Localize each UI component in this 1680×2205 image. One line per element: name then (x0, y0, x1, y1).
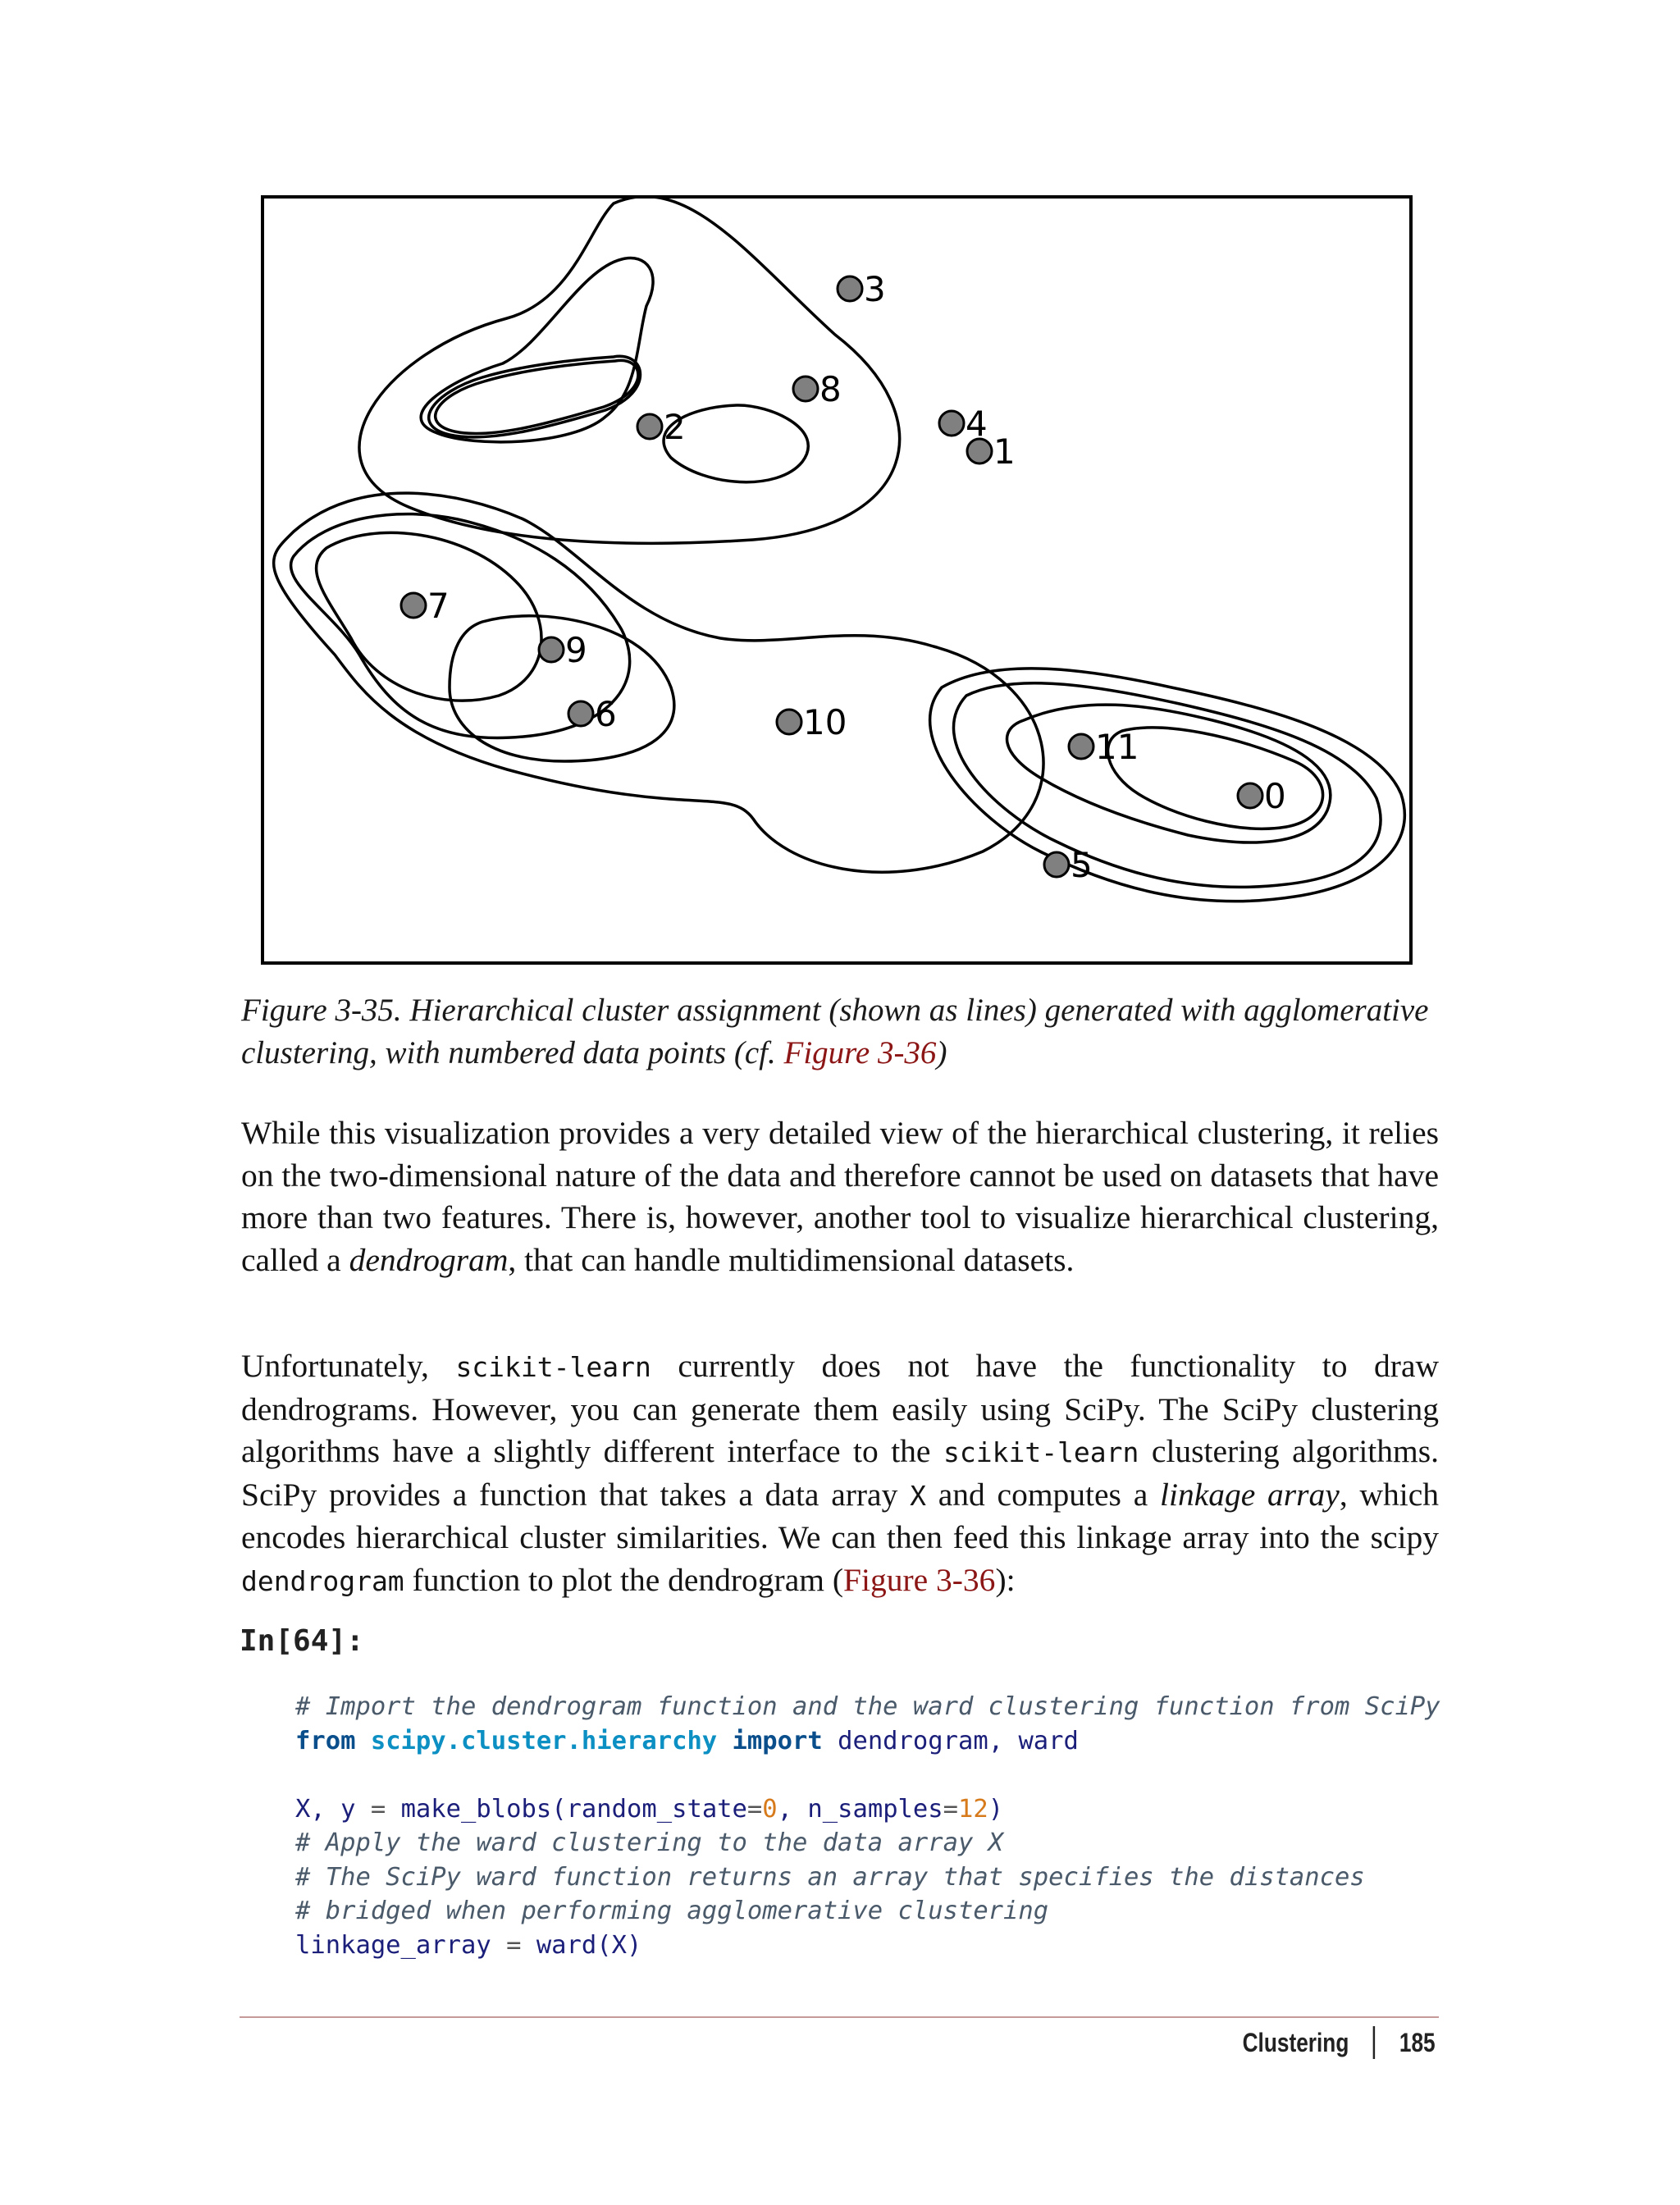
data-point-9 (539, 637, 564, 662)
code-prompt: In[64]: (240, 1624, 364, 1658)
point-label-3: 3 (864, 269, 886, 309)
inline-code: dendrogram (241, 1564, 404, 1597)
code-comment: # The SciPy ward function returns an array that specifies the distances (295, 1862, 1365, 1892)
code-names: dendrogram, ward (822, 1726, 1079, 1755)
point-label-10: 10 (803, 702, 847, 742)
point-label-7: 7 (427, 586, 450, 626)
code-number: 12 (958, 1794, 988, 1824)
data-point-2 (637, 414, 662, 439)
code-operator: = (943, 1794, 959, 1824)
paragraph-2 (241, 1345, 1439, 1602)
code-comment: # bridged when performing agglomerative clustering (295, 1897, 1049, 1925)
caption-figure-link[interactable]: Figure 3-36 (783, 1035, 937, 1071)
code-operator: = (746, 1794, 763, 1824)
code-text: linkage_array (295, 1930, 507, 1960)
term-linkage-array: linkage array (1160, 1476, 1340, 1513)
data-point-7 (401, 593, 426, 618)
inline-code: scikit-learn (455, 1351, 651, 1383)
page-number: 185 (1399, 2027, 1436, 2057)
figure-link[interactable]: Figure 3-36 (843, 1561, 996, 1598)
data-point-0 (1238, 783, 1262, 808)
para2-text: clustering algorithms. SciPy provides a function that takes a data array (241, 1433, 1440, 1513)
page-footer (1243, 2026, 1436, 2059)
code-number: 0 (762, 1794, 778, 1824)
code-keyword: import (732, 1726, 823, 1755)
point-label-4: 4 (966, 404, 988, 444)
footer-separator (1373, 2026, 1375, 2059)
data-point-5 (1044, 852, 1069, 877)
code-comment: # Apply the ward clustering to the data array X (295, 1828, 1004, 1857)
inline-code: X (910, 1479, 926, 1512)
figure-caption (241, 989, 1439, 1075)
para2-text: Unfortunately, (241, 1348, 456, 1384)
code-operator: = (370, 1794, 386, 1824)
data-point-4 (939, 411, 964, 436)
point-label-11: 11 (1095, 727, 1139, 767)
para1-text-end: , that can handle multidimensional datasets. (508, 1241, 1075, 1278)
data-point-3 (838, 276, 862, 301)
cluster-figure (261, 195, 1413, 965)
code-module: scipy.cluster.hierarchy (370, 1726, 718, 1755)
code-operator: = (506, 1930, 522, 1960)
para2-text: , which encodes hierarchical cluster similarities. We can then feed this linkage array into the scipy (241, 1476, 1439, 1555)
point-label-5: 5 (1071, 845, 1093, 885)
inline-code: scikit-learn (943, 1436, 1139, 1468)
para2-text: and computes a (925, 1476, 1160, 1513)
footer-section: Clustering (1242, 2027, 1349, 2057)
code-text: X, y (295, 1794, 371, 1824)
cluster-plot (261, 195, 1413, 965)
para2-text-end: ): (995, 1561, 1016, 1598)
code-keyword: from (295, 1726, 356, 1755)
point-label-0: 0 (1264, 776, 1286, 816)
para2-text: function to plot the dendrogram ( (404, 1561, 844, 1598)
data-point-10 (777, 710, 801, 734)
plot-frame (262, 197, 1411, 963)
point-label-8: 8 (819, 369, 842, 409)
code-block (295, 1690, 1440, 1962)
data-point-8 (793, 377, 818, 401)
caption-text-end: ) (936, 1035, 947, 1071)
data-point-6 (568, 701, 593, 726)
footer-rule (240, 2016, 1439, 2018)
paragraph-1 (241, 1112, 1439, 1281)
term-dendrogram: dendrogram (349, 1241, 509, 1278)
caption-text: Figure 3-35. Hierarchical cluster assignment (shown as lines) generated with agglomerative clustering, with numbered data points (cf. (241, 993, 1429, 1071)
code-comment: # Import the dendrogram function and the ward clustering function from SciPy (295, 1692, 1440, 1721)
code-text: ) (988, 1794, 1004, 1824)
code-text: make_blobs(random_state (386, 1794, 747, 1824)
point-label-6: 6 (595, 694, 617, 734)
point-label-2: 2 (664, 407, 686, 447)
para1-text: While this visualization provides a very detailed view of the hierarchical clustering, it relies on the two-dimensional nature of the data and therefore cannot be used on datasets that have more than two features. There is, however, another tool to visualize hierarchical clustering, called a (241, 1115, 1439, 1278)
code-text: ward(X) (521, 1930, 642, 1960)
data-point-11 (1069, 734, 1093, 759)
code-text: , n_samples (777, 1794, 943, 1824)
point-label-1: 1 (993, 431, 1016, 472)
para2-text: currently does not have the functionality to draw dendrograms. However, you can generate them easily using SciPy. The SciPy clustering algorithms have a slightly different interface to the (241, 1348, 1440, 1469)
point-label-9: 9 (565, 630, 587, 670)
